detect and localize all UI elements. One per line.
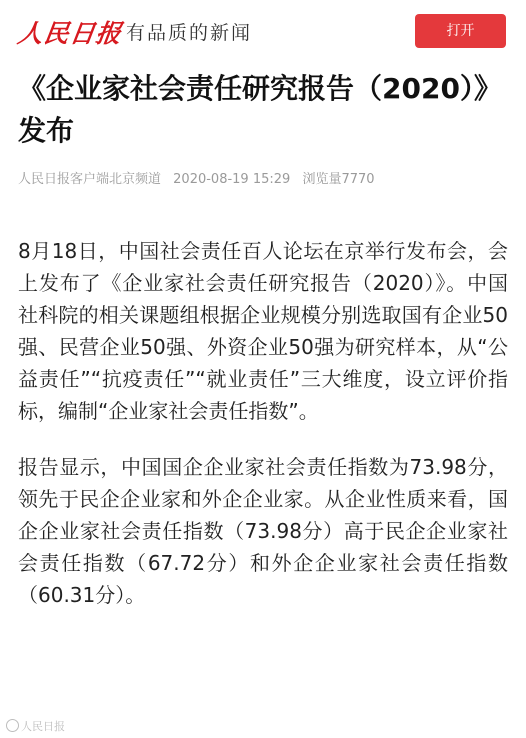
article-paragraph: 8月18日，中国社会责任百人论坛在京举行发布会，会上发布了《企业家社会责任研究报告（2020）》。中国社科院的相关课题组根据企业规模分别选取国有企业50强、民营企业50强、外资企业50强为研究样本，从“公益责任”“抗疫责任”“就业责任”三大维度，设立评价指标，编制“企业家社会责任指数”。 (18, 239, 508, 423)
article-paragraph: 报告显示，中国国企企业家社会责任指数为73.98分，领先于民企企业家和外企企业家。从企业性质来看，国企企业家社会责任指数（73.98分）高于民企企业家社会责任指数（67.72分）和外企企业家社会责任指数（60.31分）。 (18, 455, 508, 607)
top-bar (0, 0, 526, 64)
watermark-text: 人民日报 (21, 720, 65, 733)
article-datetime: 2020-08-19 15:29 (173, 172, 291, 187)
article-body (18, 235, 508, 635)
article-source: 人民日报客户端北京频道 (18, 172, 162, 187)
slogan: 有品质的新闻 (126, 22, 253, 44)
watermark (6, 718, 65, 734)
article-title: 《企业家社会责任研究报告（2020）》发布 (18, 72, 502, 147)
article-meta (18, 168, 383, 187)
open-app-button[interactable]: 打开 (415, 14, 506, 48)
article-views: 浏览量7770 (302, 172, 375, 187)
weibo-icon (6, 719, 19, 732)
people-daily-logo[interactable]: 人民日报 (15, 19, 124, 48)
